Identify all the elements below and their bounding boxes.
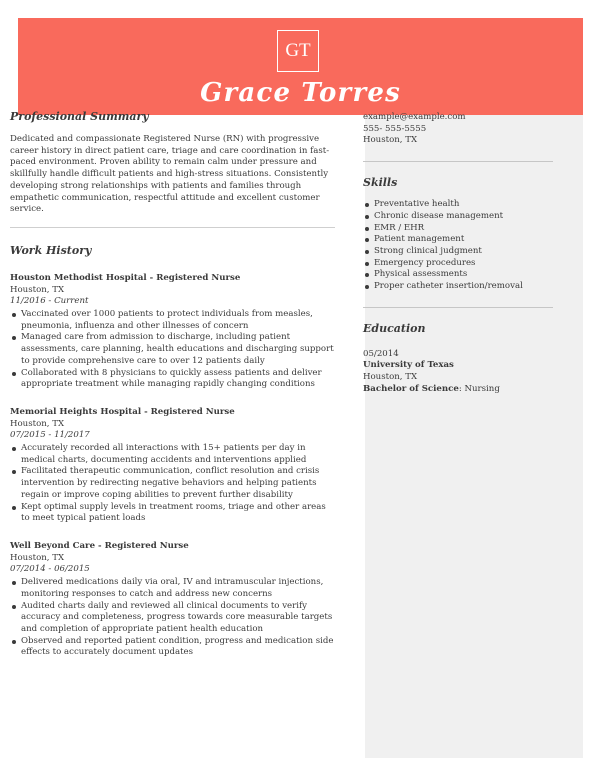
education-degree-separator: : (458, 383, 465, 394)
contact-phone: 555- 555-5555 (363, 123, 427, 134)
skill-item: EMR / EHR (363, 223, 553, 235)
job-bullets (10, 309, 335, 391)
job-bullet: Audited charts daily and reviewed all clinical documents to verify accuracy and completeness, progress towards core measurable targets and completion of appropriate patient health education (10, 601, 335, 636)
job-dates: 07/2015 - 11/2017 (10, 430, 90, 441)
main-column (10, 110, 335, 659)
job-heading: Houston Methodist Hospital - Registered Nurse (10, 272, 241, 283)
job-bullets (10, 577, 335, 659)
skill-item: Strong clinical judgment (363, 246, 553, 258)
job-dates: 11/2016 - Current (10, 296, 89, 307)
job-entry (10, 273, 335, 391)
summary-title: Professional Summary (10, 110, 149, 123)
skill-item: Emergency procedures (363, 258, 553, 270)
job-bullet: Managed care from admission to discharge, including patient assessments, care planning, health educations and discharging support to provide comprehensive care to over 12 patients daily (10, 332, 335, 367)
work-history-title: Work History (10, 243, 92, 257)
job-location: Houston, TX (10, 418, 65, 429)
monogram: GT (277, 30, 319, 72)
job-heading: Well Beyond Care - Registered Nurse (10, 540, 189, 551)
education-entry (363, 349, 553, 396)
education-school: University of Texas (363, 360, 454, 371)
education-title: Education (363, 321, 426, 335)
job-entry (10, 407, 335, 525)
education-field: Nursing (464, 383, 500, 394)
skill-item: Physical assessments (363, 269, 553, 281)
education-date: 05/2014 (363, 348, 399, 359)
job-bullet: Vaccinated over 1000 patients to protect individuals from measles, pneumonia, influenza and other illnesses of concern (10, 309, 335, 332)
job-location: Houston, TX (10, 552, 65, 563)
job-bullet: Accurately recorded all interactions with 15+ patients per day in medical charts, documenting accidents and interventions applied (10, 443, 335, 466)
skills-title: Skills (363, 176, 398, 190)
education-degree: Bachelor of Science (363, 383, 459, 394)
skill-item: Chronic disease management (363, 211, 553, 223)
job-heading: Memorial Heights Hospital - Registered Nurse (10, 406, 235, 417)
job-dates: 07/2014 - 06/2015 (10, 564, 90, 575)
job-bullets (10, 443, 335, 525)
skills-list (363, 199, 553, 293)
job-bullet: Delivered medications daily via oral, IV and intramuscular injections, monitoring responses to catch and address new concerns (10, 577, 335, 600)
contact-location: Houston, TX (363, 135, 418, 146)
section-divider (10, 227, 335, 228)
header-banner (18, 18, 583, 115)
skill-item: Preventative health (363, 199, 553, 211)
education-location: Houston, TX (363, 372, 418, 383)
summary-text: Dedicated and compassionate Registered Nurse (RN) with progressive career history in direct patient care, triage and care coordination in fast-paced environment. Proven ability to remain calm under pressure and skillfully handle difficult patients and high-stress situations. Consistently developing strong relationships with patients and families through empathetic communication, respectful attitude and excellent customer service. (10, 134, 330, 215)
education-degree-line (363, 384, 553, 396)
skill-item: Patient management (363, 234, 553, 246)
job-bullet: Observed and reported patient condition, progress and medication side effects to accurately document updates (10, 636, 335, 659)
job-bullet: Collaborated with 8 physicians to quickly assess patients and deliver appropriate treatment while managing rapidly changing conditions (10, 368, 335, 391)
job-bullet: Facilitated therapeutic communication, conflict resolution and crisis intervention by redirecting negative behaviors and helping patients regain or improve coping abilities to prevent further disability (10, 466, 335, 501)
side-column (363, 112, 553, 396)
section-divider (363, 307, 553, 308)
contact-email: example@example.com (363, 112, 466, 122)
skill-item: Proper catheter insertion/removal (363, 281, 553, 293)
section-divider (363, 161, 553, 162)
job-entry (10, 541, 335, 659)
candidate-name: Grace Torres (200, 78, 401, 108)
job-bullet: Kept optimal supply levels in treatment rooms, triage and other areas to meet typical patient loads (10, 502, 335, 525)
job-location: Houston, TX (10, 284, 65, 295)
